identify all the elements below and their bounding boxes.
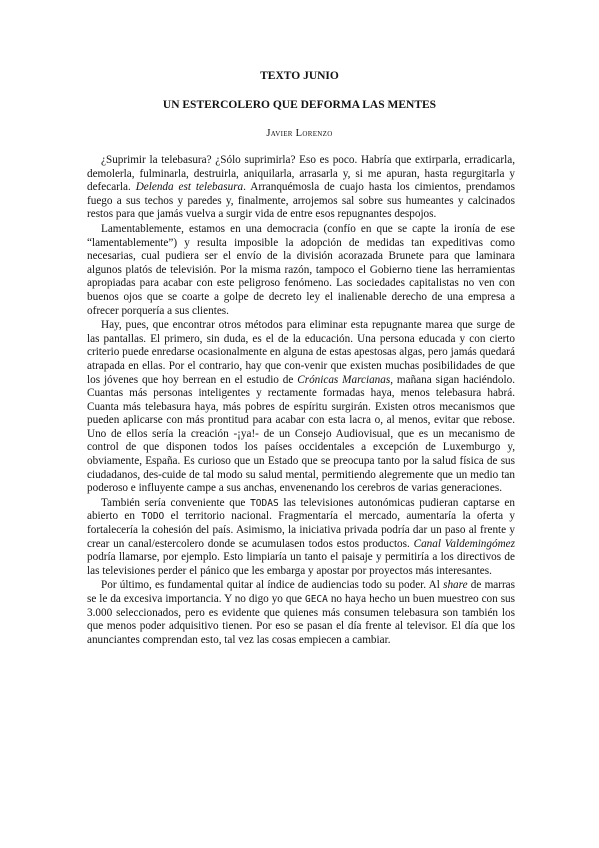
paragraph-3: Hay, pues, que encontrar otros métodos para eliminar esta repugnante marea que surge de las pantallas. El primero, sin duda, es el de la educación. Una persona educada y con cierto criterio puede enredarse ocasionalmente en alguna de estas apestosas algas, pero jamás quedará atrapada en ellas. Por el contrario, hay que con-venir que existen muchas posibilidades de que los jóvenes que hoy berrean en el estudio de Crónicas Marcianas, mañana sigan haciéndolo. Cuantas más personas inteligentes y rectamente formadas haya, menos telebasura habrá. Cuanta más telebasura haya, más pobres de espíritu surgirán. Existen otros mecanismos que pueden aplicarse con más prontitud para acabar con esta lacra o, al menos, evitar que rebose. Uno de ellos sería la creación -¡ya!- de un Consejo Audiovisual, que es un mecanismo de control de que disponen todos los países occidentales a excepción de Luxemburgo y, obviamente, España. Es curioso que un Estado que se preocupa tanto por la salud física de sus ciudadanos, des-cuide de tal modo su salud mental, permitiendo alegremente que un medio tan poderoso e influyente campe a sus anchas, envenenando los cerebros de varias generaciones. <box>87 319 515 495</box>
article-body <box>87 154 515 648</box>
paragraph-5: Por último, es fundamental quitar al índice de audiencias todo su poder. Al share de marras se le da excesiva importancia. Y no digo yo que GECA no haya hecho un buen muestreo con sus 3.000 seleccionados, pero es evidente que quienes más consumen telebasura son también los que menos poder adquisitivo tienen. Por eso se pasan el día frente al televisor. El día que los anunciantes comprendan esto, tal vez las cosas empiecen a cambiar. <box>87 579 516 646</box>
latin-phrase: Delenda est telebasura <box>135 181 244 194</box>
emphasis-todas: TODAS <box>250 497 279 509</box>
paragraph-1: ¿Suprimir la telebasura? ¿Sólo suprimirla? Eso es poco. Habría que extirparla, erradicarla, demolerla, fulminarla, destruirla, aniquilarla, arrasarla y, si me apuran, hasta regurgitarla y defecarla. Delenda est telebasura. Arranquémosla de cuajo hasta los cimientos, prendamos fuego a sus techos y paredes y, finalmente, arrojemos sal sobre sus humeantes y calcinados restos para que jamás vuelva a surgir vida de entre esos repugnantes despojos. <box>87 154 516 221</box>
paragraph-4: También sería conveniente que TODAS las televisiones autonómicas pudieran captarse en abierto en TODO el territorio nacional. Fragmentaría el mercado, aumentaría la oferta y fortalecería la cohesión del país. Asimismo, la iniciativa privada podría dar un paso al frente y crear un canal/estercolero donde se acumulasen todos estos productos. Canal Valdemingómez podría llamarse, por ejemplo. Esto limpiaría un tanto el paisaje y permitiría a los directivos de las televisiones perder el pánico que les embarga y apostar por proyectos más interesantes. <box>87 496 515 577</box>
share-term: share <box>443 579 468 592</box>
program-title: Crónicas Marcianas <box>297 373 391 386</box>
author-name: Javier Lorenzo <box>266 128 333 139</box>
emphasis-todo: TODO <box>141 511 165 523</box>
paragraph-2: Lamentablemente, estamos en una democracia (confío en que se capte la ironía de ese “lamentablemente”) y resulta imposible la adopción de medidas tan expeditivas como necesarias, cual pudiera ser el envío de la división acorazada Brunete para que laminara algunos platós de televisión. Por la misma razón, tampoco el Gobierno tiene las herramientas apropiadas para acabar con este peligroso fenómeno. Las sociedades capitalistas no ven con buenos ojos que se coarte a golpe de decreto ley el inalienable derecho de una empresa a ofrecer porquería a sus clientes. <box>87 222 515 317</box>
channel-name: Canal Valdemingómez <box>413 537 515 550</box>
geca-name: GECA <box>304 594 328 605</box>
document-title: TEXTO JUNIO <box>260 70 339 82</box>
document-subtitle: UN ESTERCOLERO QUE DEFORMA LAS MENTES <box>162 99 437 111</box>
